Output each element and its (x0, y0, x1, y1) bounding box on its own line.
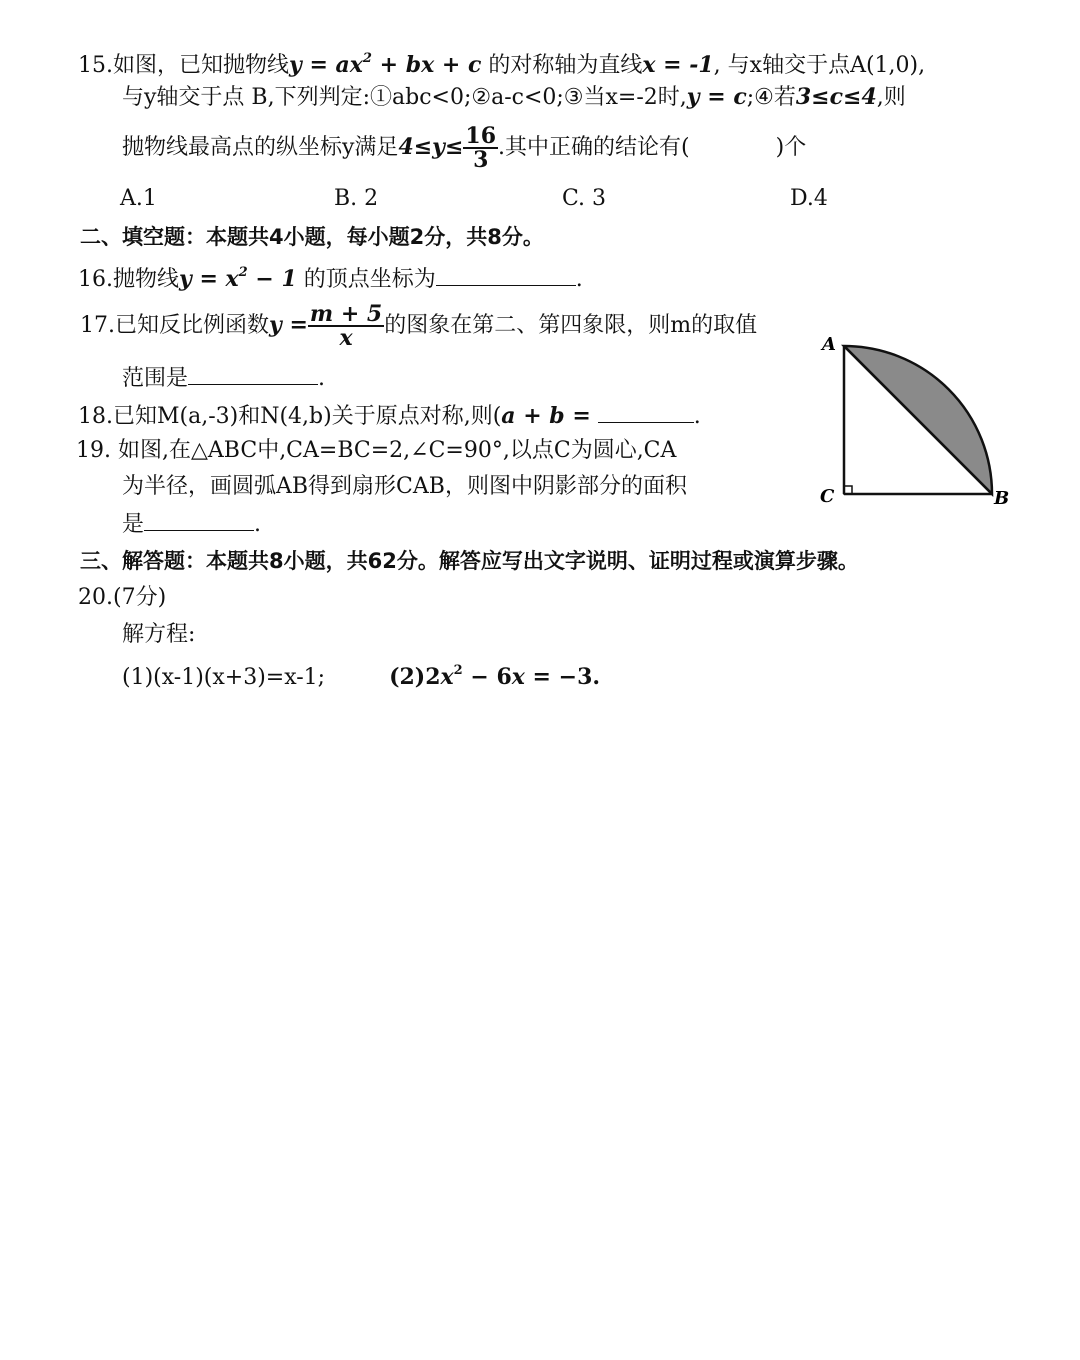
q17-answer-blank[interactable] (188, 362, 318, 385)
q18-eq: a + b = (501, 403, 591, 429)
q15-ineq-c: 3≤c≤4 (795, 84, 877, 110)
q15-text8: )个 (775, 135, 807, 160)
q17-period: . (318, 366, 326, 391)
section2-heading: 二、填空题：本题共4小题，每小题2分，共8分。 (80, 225, 544, 249)
q17-eq-y: y = (269, 312, 308, 338)
q15-eq-yc: y = c (686, 84, 747, 110)
section3-heading: 三、解答题：本题共8小题，共62分。解答应写出文字说明、证明过程或演算步骤。 (80, 549, 859, 573)
q18-text: 18.已知M(a,-3)和N(4,b)关于原点对称,则( (78, 404, 502, 429)
q15-option-d: D.4 (790, 186, 828, 211)
sector-figure (812, 330, 1022, 510)
q20-part2-mid: − 6 (462, 664, 512, 690)
q15-option-a: A.1 (120, 186, 157, 211)
q15-text5: ,则 (876, 85, 906, 110)
q19-line1: 19. 如图,在△ABC中,CA=BC=2,∠C=90°,以点C为圆心,CA (76, 438, 677, 463)
q20-parts (122, 656, 600, 693)
q15-ineq-y: 4≤y≤ (398, 134, 464, 160)
q16-text: 16.抛物线 (78, 267, 179, 292)
q15-option-b: B. 2 (334, 186, 379, 211)
q18-period: . (693, 404, 701, 429)
q19-text3: 是 (122, 512, 145, 537)
q16-answer-blank[interactable] (436, 263, 576, 286)
q19-line2: 为半径，画圆弧AB得到扇形CAB，则图中阴影部分的面积 (122, 474, 687, 499)
q20-part1: (1)(x-1)(x+3)=x-1; (122, 665, 326, 690)
q16-period: . (575, 267, 583, 292)
q20-title: 20.(7分) (78, 585, 167, 610)
q15-eq-part: y = ax (289, 52, 363, 78)
q17-text: 17.已知反比例函数 (80, 313, 269, 338)
q15-option-c: C. 3 (562, 186, 607, 211)
q15-text2: 的对称轴为直线 (481, 53, 643, 78)
q15-fraction (463, 125, 498, 171)
q19-answer-blank[interactable] (144, 508, 254, 531)
q20-part2-x: x (440, 664, 454, 690)
label-a: A (822, 334, 836, 355)
q17-line1 (80, 298, 757, 353)
q19-line3 (122, 508, 261, 540)
q18-answer-blank[interactable] (598, 400, 694, 423)
q16-text2: 的顶点坐标为 (296, 267, 436, 292)
q15-text6: 抛物线最高点的纵坐标y满足 (122, 135, 399, 160)
q16-line (78, 258, 583, 295)
q16-eq-part: y = x (179, 266, 239, 292)
q16-exponent: 2 (238, 265, 248, 280)
q15-conditions: 与y轴交于点 B,下列判定:①abc<0;②a-c<0;③当x=-2时, (122, 85, 687, 110)
q17-fraction (308, 303, 384, 349)
q15-line3 (122, 122, 806, 173)
q15-exponent: 2 (362, 51, 372, 66)
q16-equation (179, 266, 297, 292)
q15-eq-part2: + bx + c (371, 52, 482, 78)
q15-frac-num: 16 (465, 123, 497, 149)
q20-part2-prefix: (2)2 (389, 664, 441, 690)
label-c: C (820, 486, 835, 507)
q15-frac-den: 3 (473, 147, 489, 173)
q15-text7: .其中正确的结论有( (498, 135, 690, 160)
q15-line1 (78, 44, 925, 81)
q17-frac-den: x (339, 325, 353, 351)
q16-eq-part2: − 1 (247, 266, 297, 292)
q15-axis-eq: x = -1 (642, 52, 714, 78)
q20-part2-exponent: 2 (453, 663, 463, 678)
q19-period: . (254, 512, 262, 537)
q20-part2-x2: x (511, 664, 525, 690)
q15-text: 15.如图，已知抛物线 (78, 53, 289, 78)
q20-part2-end: = −3. (524, 664, 601, 690)
q15-line2 (122, 82, 906, 113)
q17-line2 (122, 362, 325, 394)
q17-frac-num: m + 5 (309, 301, 383, 327)
q18-line (78, 400, 701, 432)
q15-text4: ;④若 (746, 85, 796, 110)
q17-text2: 的图象在第二、第四象限，则m的取值 (384, 313, 758, 338)
q15-equation (289, 52, 481, 78)
q17-text3: 范围是 (122, 366, 189, 391)
label-b: B (994, 488, 1010, 509)
q20-prompt: 解方程: (122, 622, 196, 647)
q15-text3: , 与x轴交于点A(1,0), (713, 53, 926, 78)
